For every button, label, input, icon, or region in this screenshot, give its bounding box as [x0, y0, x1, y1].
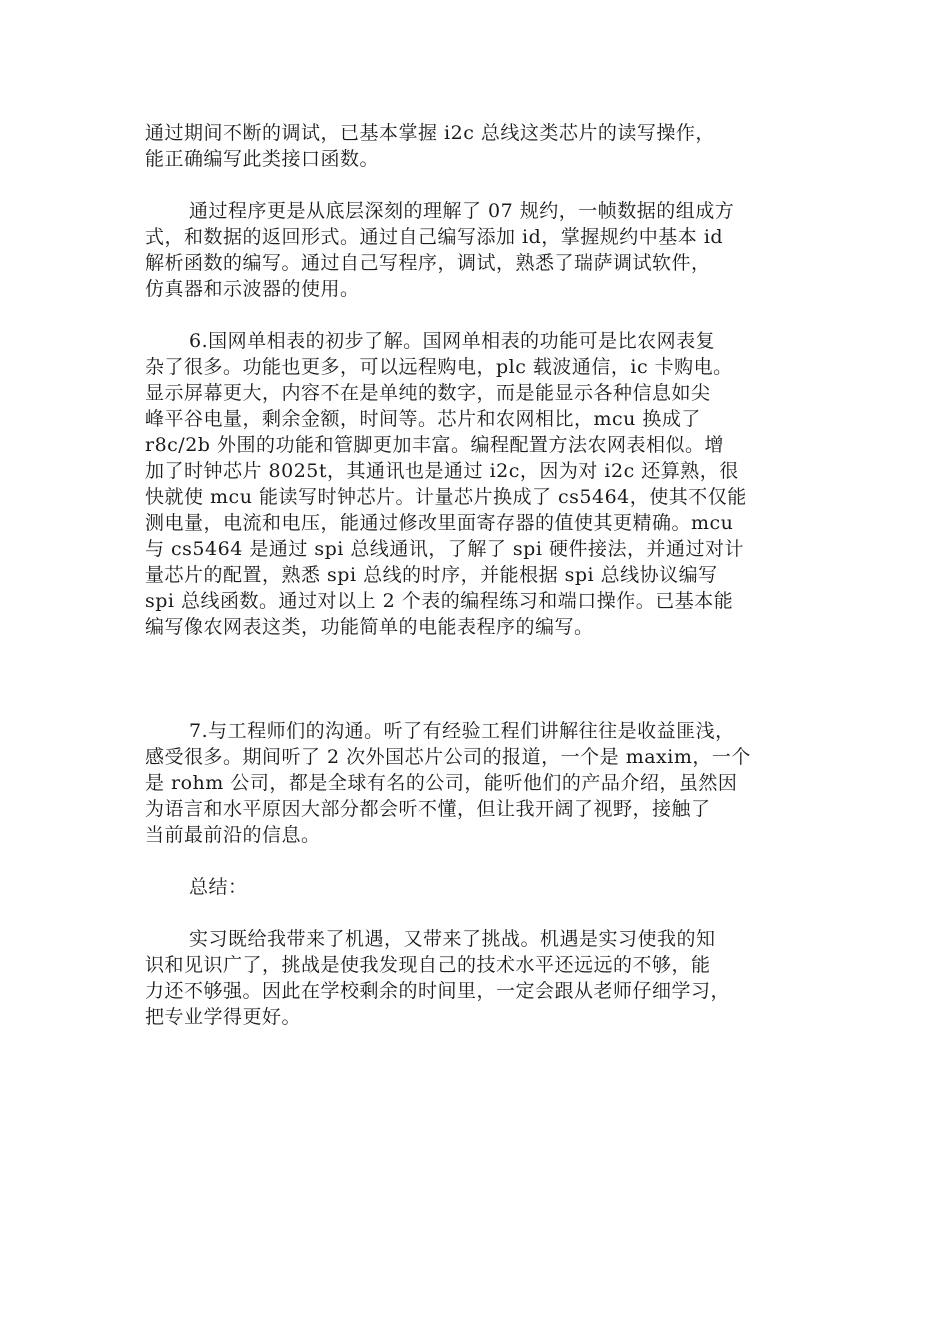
paragraph-state-grid-meter: 6.国网单相表的初步了解。国网单相表的功能可是比农网表复 杂了很多。功能也更多，可以远程购电，plc 载波通信，ic 卡购电。 显示屏幕更大，内容不在是单纯的数字，而是能显示各种信息如尖 峰平谷电量，剩余金额，时间等。芯片和农网相比，mcu 换成了 r8c/2b 外围的功能和管脚更加丰富。编程配置方法农网表相似。增 加了时钟芯片 8025t，其通讯也是通过 i2c，因为对 i2c 还算熟，很 快就使 mcu 能读写时钟芯片。计量芯片换成了 cs5464，使其不仅能 测电量，电流和电压，能通过修改里面寄存器的值使其更精确。mcu 与 cs5464 是通过 spi 总线通讯，了解了 spi 硬件接法，并通过对计 量芯片的配置，熟悉 spi 总线的时序，并能根据 spi 总线协议编写 spi 总线函数。通过对以上 2 个表的编程练习和端口操作。已基本能 编写像农网表这类，功能简单的电能表程序的编写。 — [145, 330, 747, 638]
paragraph-conclusion: 实习既给我带来了机遇，又带来了挑战。机遇是实习使我的知 识和见识广了，挑战是使我发现自己的技术水平还远远的不够，能 力还不够强。因此在学校剩余的时间里，一定会跟从老师仔细学习， 把专业学得更好。 — [145, 928, 731, 1028]
paragraph-i2c-summary: 通过期间不断的调试，已基本掌握 i2c 总线这类芯片的读写操作， 能正确编写此类接口函数。 — [145, 122, 715, 170]
paragraph-07-protocol: 通过程序更是从底层深刻的理解了 07 规约，一帧数据的组成方 式，和数据的返回形式。通过自己编写添加 id，掌握规约中基本 id 解析函数的编写。通过自己写程序，调试，熟悉了瑞萨调试软件， 仿真器和示波器的使用。 — [145, 200, 735, 300]
summary-heading: 总结： — [189, 876, 248, 898]
document-body — [145, 120, 825, 1030]
paragraph-engineer-communication: 7.与工程师们的沟通。听了有经验工程们讲解往往是收益匪浅， 感受很多。期间听了 2 次外国芯片公司的报道，一个是 maxim，一个 是 rohm 公司，都是全球有名的公司，能听他们的产品介绍，虽然因 为语言和水平原因大部分都会听不懂，但让我开阔了视野，接触了 当前最前沿的信息。 — [145, 720, 751, 846]
